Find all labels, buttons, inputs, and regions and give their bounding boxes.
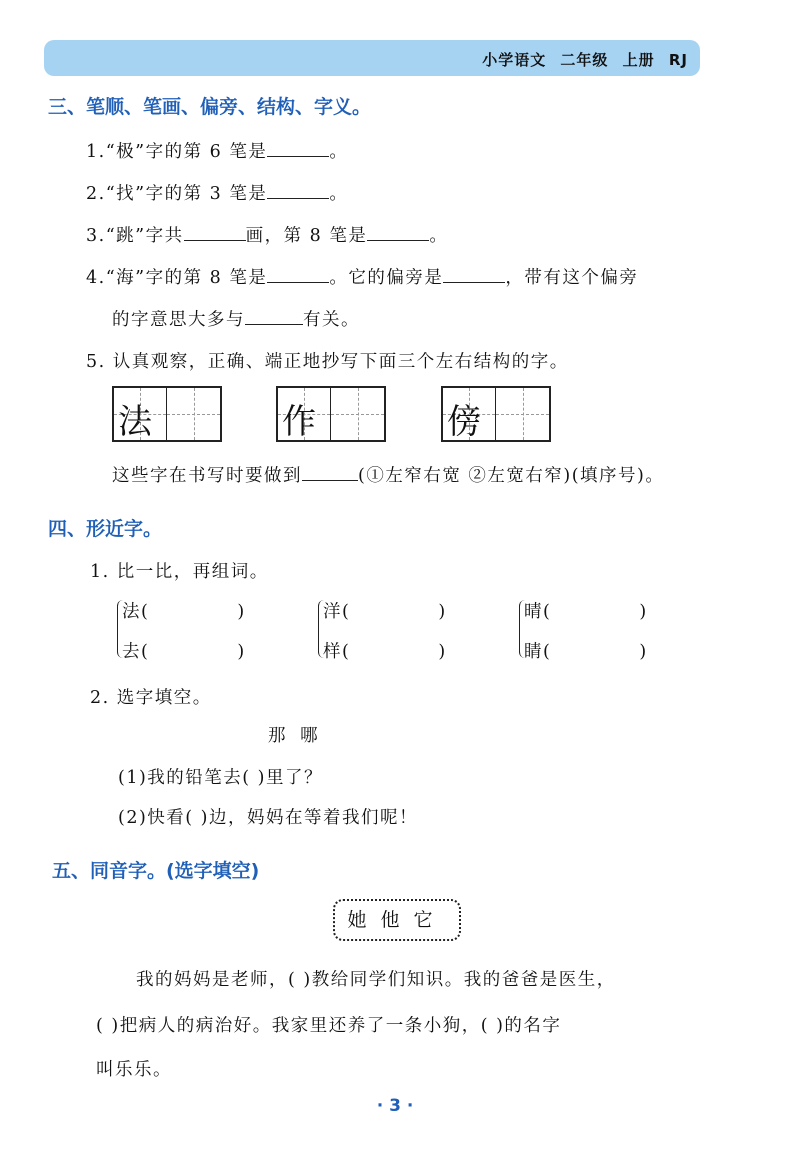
writing-grid: 作 <box>276 386 386 442</box>
writing-grid: 傍 <box>441 386 551 442</box>
section-4-title: 四、形近字。 <box>48 518 163 540</box>
q3-3: 3.“跳”字共 画，第 8 笔是 。 <box>86 222 448 247</box>
paragraph-line: ( )把病人的病治好。我家里还养了一条小狗，( )的名字 <box>96 1016 562 1036</box>
header-banner <box>44 40 700 76</box>
q4-1: 1. 比一比，再组词。 <box>90 562 269 582</box>
worksheet-page: 小学语文 二年级 上册 RJ 三、笔顺、笔画、偏旁、结构、字义。 1.“极”字的第 6 笔是 。 2.“找”字的第 3 笔是 。 3.“跳”字共 画，第 8 笔是 。 4.“海”字的第 8 笔是 。它的偏旁是 ，带有这个偏旁 的字意思大多与 有关。 5. 认真观察，正确、端正地抄写下面三个左右结构的字。 法 作 傍 这些字在书写时要做到 (①左窄右宽 ②左宽右窄)(填序号)。 四、形近字。 1. 比一比，再组词。 法( ) 去( ) 洋( ) 样( ) 晴( ) 睛( ) 2. 选字填空。 那 哪 (1)我的铅笔去( )里了？ (2)快看( )边，妈妈在等着我们呢！ 五、同音字。(选字填空) 她他它 我的妈妈是老师，( )教给同学们知识。我的爸爸是医生， ( )把病人的病治好。我家里还养了一条小狗，( )的名字 叫乐乐。 · 3 · <box>0 0 790 1149</box>
q4-2: 2. 选字填空。 <box>90 688 212 708</box>
q4-2-2: (2)快看( )边，妈妈在等着我们呢！ <box>118 808 419 828</box>
q3-5-cont: 这些字在书写时要做到 (①左窄右宽 ②左宽右窄)(填序号)。 <box>112 462 664 487</box>
blank[interactable] <box>443 264 505 283</box>
q3-4: 4.“海”字的第 8 笔是 。它的偏旁是 ，带有这个偏旁 <box>86 264 638 289</box>
blank[interactable] <box>302 462 358 481</box>
blank[interactable] <box>267 138 329 157</box>
page-number: · 3 · <box>376 1096 414 1116</box>
write-cell[interactable] <box>167 388 220 440</box>
q3-5: 5. 认真观察，正确、端正地抄写下面三个左右结构的字。 <box>86 352 569 372</box>
blank[interactable] <box>245 306 303 325</box>
write-cell[interactable] <box>496 388 549 440</box>
header-text: 小学语文 二年级 上册 RJ <box>482 51 688 69</box>
paragraph-line: 叫乐乐。 <box>96 1060 172 1080</box>
writing-grid: 法 <box>112 386 222 442</box>
blank[interactable] <box>267 180 329 199</box>
write-cell[interactable] <box>331 388 384 440</box>
paragraph-line: 我的妈妈是老师，( )教给同学们知识。我的爸爸是医生， <box>136 970 616 990</box>
choices-box: 她他它 <box>333 899 461 941</box>
q3-2: 2.“找”字的第 3 笔是 。 <box>86 180 348 205</box>
blank[interactable] <box>267 264 329 283</box>
q3-4-cont: 的字意思大多与 有关。 <box>112 306 360 331</box>
blank[interactable] <box>367 222 429 241</box>
section-3-title: 三、笔顺、笔画、偏旁、结构、字义。 <box>48 96 372 118</box>
section-5-title: 五、同音字。(选字填空) <box>52 860 260 882</box>
q3-1: 1.“极”字的第 6 笔是 。 <box>86 138 348 163</box>
q4-2-1: (1)我的铅笔去( )里了？ <box>118 768 324 788</box>
blank[interactable] <box>184 222 246 241</box>
choices: 那 哪 <box>268 726 320 746</box>
